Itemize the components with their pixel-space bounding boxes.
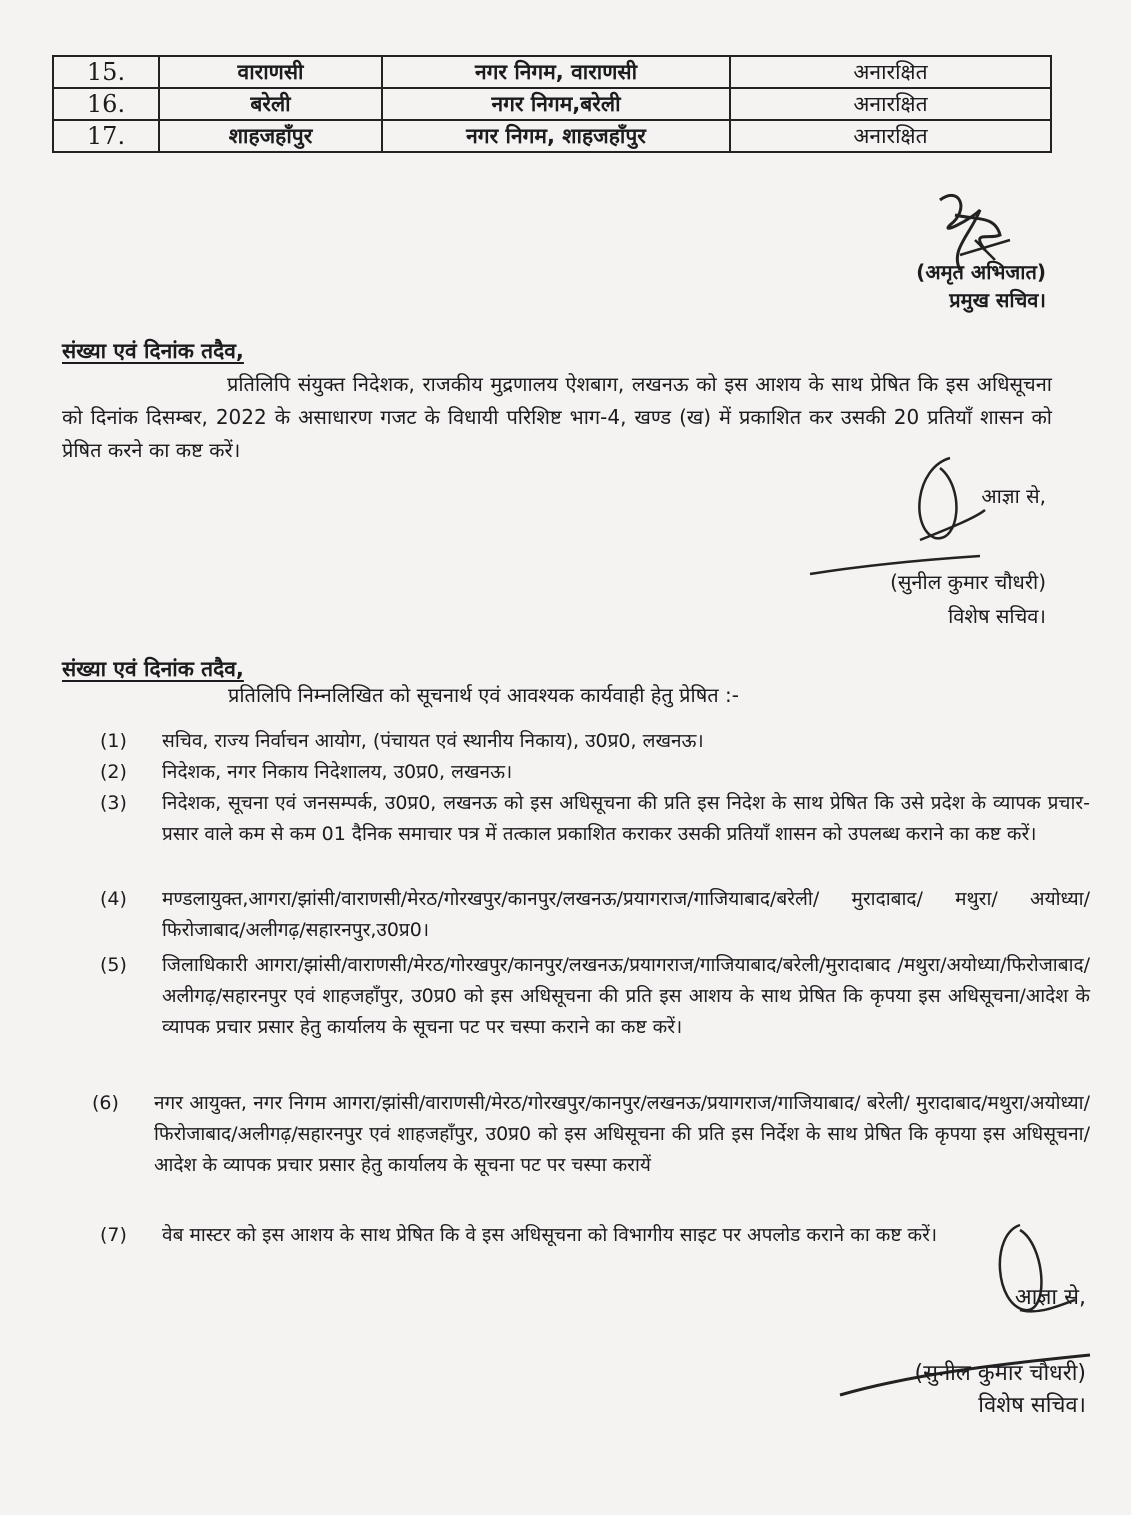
reservation-table (52, 55, 1052, 153)
body-cell: नगर निगम, शाहजहाँपुर (382, 120, 730, 152)
table-row (53, 120, 1051, 152)
list-item-number: (4) (100, 888, 127, 910)
list-item (100, 726, 1090, 757)
section-heading-1: संख्या एवं दिनांक तदैव, (62, 339, 244, 363)
order-text: आज्ञा से, (1014, 1285, 1086, 1310)
list-item-number: (5) (100, 954, 127, 976)
list-item (100, 950, 1090, 1043)
list-item-text: निदेशक, सूचना एवं जनसम्पर्क, उ0प्र0, लखनऊ को इस अधिसूचना की प्रति इस निदेश के साथ प्रेषित कि उसे प्रदेश के व्यापक प्रचार-प्रसार वाले कम से कम 01 दैनिक समाचार पत्र में तत्काल प्रकाशित कराकर उसकी प्रतियाँ शासन को उपलब्ध कराने का कष्ट करें। (162, 792, 1090, 845)
list-item-number: (6) (92, 1092, 119, 1114)
table-row (53, 88, 1051, 120)
category-cell: अनारक्षित (730, 88, 1051, 120)
section-intro: प्रतिलिपि निम्नलिखित को सूचनार्थ एवं आवश्यक कार्यवाही हेतु प्रेषित :- (228, 683, 740, 707)
city-cell: शाहजहाँपुर (159, 120, 382, 152)
city-cell: बरेली (159, 88, 382, 120)
body-cell: नगर निगम,बरेली (382, 88, 730, 120)
city-cell: वाराणसी (159, 56, 382, 88)
signatory-block-3 (915, 1282, 1087, 1422)
signatory-name: (सुनील कुमार चौधरी) (914, 1361, 1086, 1386)
signatory-block-1 (916, 258, 1046, 314)
signatory-designation: प्रमुख सचिव। (949, 288, 1046, 312)
section-paragraph-1 (62, 368, 1052, 467)
serial-number-cell: 16. (53, 88, 159, 120)
body-cell: नगर निगम, वाराणसी (382, 56, 730, 88)
signatory-designation: विशेष सचिव। (948, 604, 1046, 628)
list-item (100, 884, 1090, 946)
signatory-designation: विशेष सचिव। (978, 1393, 1086, 1418)
list-item-number: (3) (100, 792, 127, 814)
signatory-name: (सुनील कुमार चौधरी) (890, 570, 1046, 594)
list-item-number: (2) (100, 761, 127, 783)
list-item (92, 1088, 1090, 1181)
serial-number-cell: 17. (53, 120, 159, 152)
reservation-table-body (53, 56, 1051, 152)
section-heading-2: संख्या एवं दिनांक तदैव, (62, 657, 244, 681)
list-item (100, 1220, 1090, 1251)
list-item (100, 788, 1090, 850)
signatory-block-2 (890, 482, 1046, 630)
category-cell: अनारक्षित (730, 120, 1051, 152)
category-cell: अनारक्षित (730, 56, 1051, 88)
list-item-number: (7) (100, 1224, 127, 1246)
order-text: आज्ञा से, (981, 484, 1046, 508)
table-row (53, 56, 1051, 88)
list-item-text: मण्डलायुक्त,आगरा/झांसी/वाराणसी/मेरठ/गोरखपुर/कानपुर/लखनऊ/प्रयागराज/गाजियाबाद/बरेली/ मुरादाबाद/ मथुरा/ अयोध्या/फिरोजाबाद/अलीगढ़/सहारनपुर,उ0प्र0। (162, 888, 1090, 941)
signatory-name: (अमृत अभिजात) (916, 260, 1046, 284)
list-item-text: सचिव, राज्य निर्वाचन आयोग, (पंचायत एवं स्थानीय निकाय), उ0प्र0, लखनऊ। (162, 730, 704, 752)
list-item-text: निदेशक, नगर निकाय निदेशालय, उ0प्र0, लखनऊ। (162, 761, 513, 783)
list-item-text: वेब मास्टर को इस आशय के साथ प्रेषित कि वे इस अधिसूचना को विभागीय साइट पर अपलोड कराने का कष्ट करें। (162, 1224, 938, 1246)
section-paragraph-text: प्रतिलिपि संयुक्त निदेशक, राजकीय मुद्रणालय ऐशबाग, लखनऊ को इस आशय के साथ प्रेषित कि इस अधिसूचना को दिनांक दिसम्बर, 2022 के असाधारण गजट के विधायी परिशिष्ट भाग-4, खण्ड (ख) में प्रकाशित कर उसकी 20 प्रतियाँ शासन को प्रेषित करने का कष्ट करें। (62, 372, 1052, 462)
list-item-number: (1) (100, 730, 127, 752)
serial-number-cell: 15. (53, 56, 159, 88)
list-item-text: नगर आयुक्त, नगर निगम आगरा/झांसी/वाराणसी/मेरठ/गोरखपुर/कानपुर/लखनऊ/प्रयागराज/गाजियाबाद/ बरेली/ मुरादाबाद/मथुरा/अयोध्या/फिरोजाबाद/अलीगढ़/सहारनपुर एवं शाहजहाँपुर, उ0प्र0 को इस अधिसूचना की प्रति इस निर्देश के साथ प्रेषित कि कृपया इस अधिसूचना/आदेश के व्यापक प्रचार प्रसार हेतु कार्यालय के सूचना पट पर चस्पा करायें (154, 1092, 1090, 1176)
list-item-text: जिलाधिकारी आगरा/झांसी/वाराणसी/मेरठ/गोरखपुर/कानपुर/लखनऊ/प्रयागराज/गाजियाबाद/बरेली/मुरादाबाद /मथुरा/अयोध्या/फिरोजाबाद/अलीगढ़/सहारनपुर एवं शाहजहाँपुर, उ0प्र0 को इस अधिसूचना की प्रति इस आशय के साथ प्रेषित कि कृपया इस अधिसूचना/आदेश के व्यापक प्रचार प्रसार हेतु कार्यालय के सूचना पट पर चस्पा कराने का कष्ट करें। (162, 954, 1090, 1038)
list-item (100, 757, 1090, 788)
